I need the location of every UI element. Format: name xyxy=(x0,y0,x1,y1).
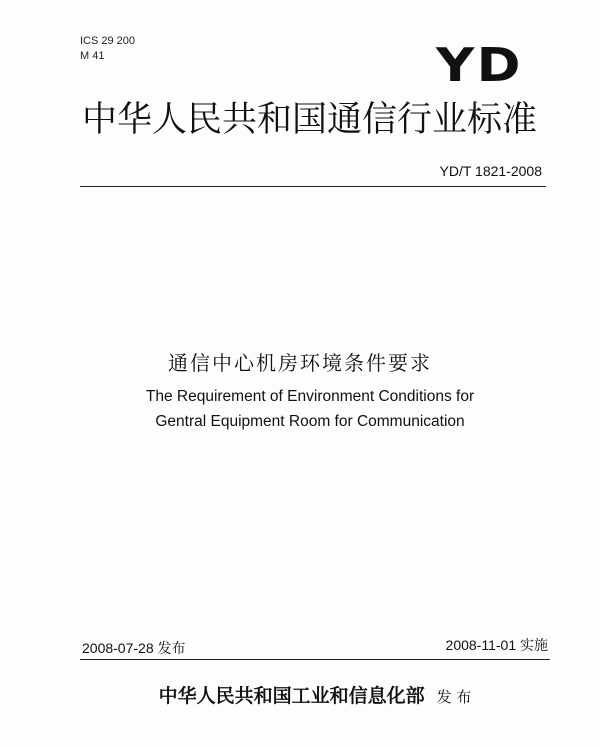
yd-logo: YD xyxy=(436,38,523,92)
document-title-english xyxy=(0,384,600,434)
issuer-name: 中华人民共和国工业和信息化部 xyxy=(158,685,425,707)
bottom-divider xyxy=(80,659,550,660)
publish-date: 2008-07-28 发布 xyxy=(82,640,186,656)
top-divider xyxy=(80,186,546,187)
ccs-code: M 41 xyxy=(80,50,105,62)
issuer-suffix: 发 布 xyxy=(436,688,472,706)
issuing-authority xyxy=(0,681,600,708)
effective-date: 2008-11-01 实施 xyxy=(445,637,548,653)
title-en-line-2: Gentral Equipment Room for Communication xyxy=(155,413,465,430)
document-title-chinese: 通信中心机房环境条件要求 xyxy=(168,351,432,375)
title-en-line-1: The Requirement of Environment Conditions for xyxy=(145,388,475,405)
ics-code: ICS 29 200 xyxy=(80,35,136,47)
standard-number: YD/T 1821-2008 xyxy=(439,163,542,179)
classification-codes xyxy=(80,34,135,64)
standard-category-title: 中华人民共和国通信行业标准 xyxy=(82,100,538,140)
